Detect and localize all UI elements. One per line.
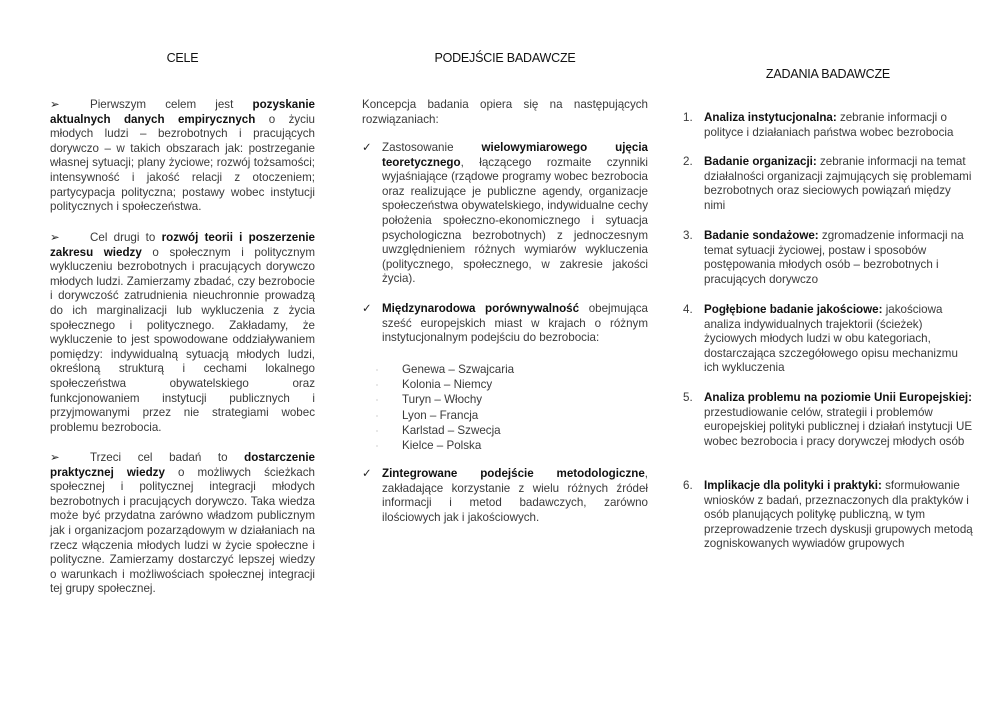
approach-column [362,0,648,702]
task-title: Badanie sondażowe: [704,229,819,242]
goal-highlight: pozyskanie aktualnych danych empirycznych [50,98,315,126]
city-list [362,363,514,454]
arrow-bullet-icon: ➢ [50,451,60,464]
task-item-6: 6. Implikacje dla polityki i praktyki: sformułowanie wniosków z badań, przeznaczonych dla praktyków i osób planujących politykę publiczną, w tym przeprowadzenie trzech dyskusji grupowych metodą zogniskowanych wywiadów grupowych [683,479,973,551]
goals-column [50,0,315,702]
city-list-item: Genewa – Szwajcaria [362,363,514,378]
bullet-dot-icon [376,430,378,432]
tasks-heading: ZADANIA BADAWCZE [765,67,891,81]
checkmark-icon: ✓ [362,141,372,154]
bullet-dot-icon [376,445,378,447]
goal-highlight: rozwój teorii i poszerzenie zakresu wiedzy [50,231,316,259]
approach-highlight: Zintegrowane podejście metodologiczne [382,467,645,480]
task-item-4: 4. Pogłębione badanie jakościowe: jakościowa analiza indywidualnych trajektorii (ścieżek) życiowych młodych ludzi w obu kategoriach, dostarczająca szczegółowego opisu mechanizmu ich wykluczenia [683,303,958,375]
goal-paragraph-2: ➢ Cel drugi to rozwój teorii i poszerzenie zakresu wiedzy o społecznym i politycznym wykluczeniu bezrobotnych i pracujących dorywczo młodych ludzi. Zamierzamy zbadać, czy bezrobocie i dorywczość zatrudnienia nieuchronnie prowadzą do ich marginalizacji lub wykluczenia z życia społecznego i politycznego. Zakładamy, że wykluczenie to jest spowodowane oddziaływaniem pomiędzy: indywidualną sytuacją młodych ludzi, określoną strukturą i cechami lokalnego społeczeństwa obywatelskiego oraz funkcjonowaniem instytucji publicznych i przyjmowanymi przez nie strategiami wobec problemu bezrobocia. [50,231,316,434]
arrow-bullet-icon: ➢ [50,98,60,111]
approach-item-3: ✓ Zintegrowane podejście metodologiczne, zakładające korzystanie z wielu różnych źródeł informacji i metod badawczych, zarówno ilościowych jak i jakościowych. [362,467,648,524]
goal-paragraph-3: ➢ Trzeci cel badań to dostarczenie praktycznej wiedzy o możliwych ścieżkach społecznej i politycznej integracji młodych bezrobotnych i pracujących dorywczo. Taka wiedza może być przydatna zarówno władzom publicznym jak i organizacjom pozarządowym w działaniach na rzecz włączenia młodych ludzi w życie społeczne i polityczne. Zamierzamy dostarczyć lepszej wiedzy o warunkach i możliwościach społecznej integracji tej grupy społecznej. [50,451,316,596]
city-list-item: Karlstad – Szwecja [362,424,514,439]
task-title: Analiza instytucjonalna: [704,111,837,124]
city-list-item: Kolonia – Niemcy [362,378,514,393]
goal-paragraph-1: ➢ Pierwszym celem jest pozyskanie aktualnych danych empirycznych o życiu młodych ludzi – bezrobotnych i pracujących dorywczo – w takich obszarach jak: postrzeganie własnej sytuacji; plany życiowe; rozwój tożsamości; intensywność i jakość relacji z otoczeniem; partycypacja polityczna; postawy wobec instytucji politycznych i społeczeństwa. [50,98,315,214]
task-title: Implikacje dla polityki i praktyki: [704,479,882,492]
arrow-bullet-icon: ➢ [50,231,60,244]
checkmark-icon: ✓ [362,302,372,315]
task-item-1: 1. Analiza instytucjonalna: zebranie informacji o polityce i działaniach państwa wobec bezrobocia [683,111,954,139]
task-number: 6. [683,479,693,492]
task-number: 2. [683,155,693,168]
city-list-item: Lyon – Francja [362,409,514,424]
goal-highlight: dostarczenie praktycznej wiedzy [50,451,315,479]
task-item-5: 5. Analiza problemu na poziomie Unii Europejskiej: przestudiowanie celów, strategii i problemów europejskiej polityki publicznej i działań instytucji UE wobec bezrobocia i pracy dorywczej młodych osób [683,391,973,448]
bullet-dot-icon [376,415,378,417]
approach-heading: PODEJŚCIE BADAWCZE [434,51,576,65]
checkmark-icon: ✓ [362,467,372,480]
city-list-item: Turyn – Włochy [362,393,514,408]
task-number: 5. [683,391,693,404]
task-title: Badanie organizacji: [704,155,817,168]
task-item-2: 2. Badanie organizacji: zebranie informacji na temat działalności organizacji zajmujących się problemami bezrobotnych oraz sieciowych powiązań między nimi [683,155,972,212]
task-number: 3. [683,229,693,242]
tasks-column [683,0,973,702]
approach-highlight: wielowymiarowego ujęcia teoretycznego [382,141,648,169]
task-number: 4. [683,303,693,316]
bullet-dot-icon [376,399,378,401]
approach-item-1: ✓ Zastosowanie wielowymiarowego ujęcia teoretycznego, łączącego rozmaite czynniki wyjaśniające (rządowe programy wobec bezrobocia oraz realizujące je publiczne agendy, organizacje społeczeństwa obywatelskiego, indywidualne cechy położenia społeczno-ekonomicznego i sytuacja psychologiczna bezrobotnych) z jednoczesnym uwzględnieniem różnych wymiarów wykluczenia (politycznego, społecznego, w zakresie jakości życia). [362,141,648,286]
task-title: Pogłębione badanie jakościowe: [704,303,883,316]
approach-intro: Koncepcja badania opiera się na następujących rozwiązaniach: [362,98,648,126]
task-title: Analiza problemu na poziomie Unii Europejskiej: [704,391,972,404]
city-list-item: Kielce – Polska [362,439,514,454]
bullet-dot-icon [376,384,378,386]
approach-item-2: ✓ Międzynarodowa porównywalność obejmująca sześć europejskich miast w krajach o różnym instytucjonalnym podejściu do bezrobocia: [362,302,649,345]
bullet-dot-icon [376,369,378,371]
task-number: 1. [683,111,693,124]
goals-heading: CELE [166,51,199,65]
approach-highlight: Międzynarodowa porównywalność [382,302,580,315]
task-item-3: 3. Badanie sondażowe: zgromadzenie informacji na temat sytuacji życiowej, postaw i sposobów postępowania młodych osób – bezrobotnych i pracujących dorywczo [683,229,964,286]
